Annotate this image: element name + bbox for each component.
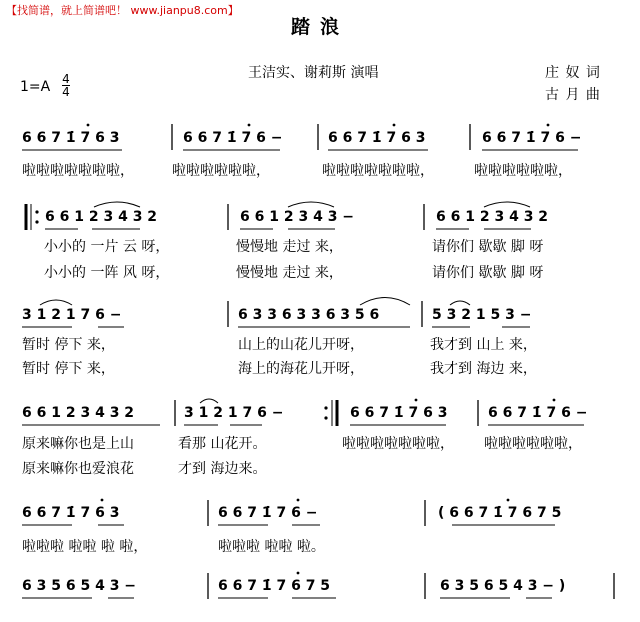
lyric-line: 原来嘛你也爱浪花	[22, 461, 134, 477]
time-signature	[62, 73, 70, 98]
lyric-line: 慢慢地 走过 来，	[236, 239, 343, 255]
measure-notes: 3 1 2 1 7 6 −	[184, 405, 284, 421]
lyric-line: 小小的 一片 云 呀，	[44, 239, 170, 255]
lyric-line: 海上的海花儿开呀，	[238, 361, 364, 377]
lyric-line: 才到 海边来。	[178, 461, 267, 477]
key-signature: 1=A	[20, 79, 51, 95]
measure-notes: 6 6 7 1̇ 7 6 7 5	[218, 578, 331, 594]
lyric-line: 请你们 歇歇 脚 呀	[432, 239, 544, 255]
measure-notes: 6 6 1 2 3 4 3 2	[45, 209, 158, 225]
song-title: 踏浪	[290, 16, 349, 38]
repeat-start-sign	[26, 204, 39, 230]
measure-notes: 6 6 7 1̇ 7 6 3	[22, 130, 120, 146]
site-banner[interactable]: 【找简谱，就上简谱吧！ www.jianpu8.com】	[6, 4, 239, 17]
lyric-line: 小小的 一阵 风 呀，	[44, 265, 170, 281]
lyric-line: 我才到 山上 来，	[430, 337, 537, 353]
measure-notes: 6 6 7 1̇ 7 6 3	[22, 505, 120, 521]
measure-notes: 6 3 3 6 3 3 6 3 5 6	[238, 307, 380, 323]
lyric-line: 啦啦啦啦啦啦啦，	[322, 163, 434, 179]
measure-notes: 3 1 2 1 7 6 −	[22, 307, 122, 323]
lyric-line: 山上的山花儿开呀，	[238, 337, 364, 353]
time-numerator: 4	[62, 72, 70, 86]
lyric-line: 我才到 海边 来，	[430, 361, 537, 377]
lyric-line: 啦啦啦 啦啦 啦。	[218, 539, 325, 555]
measure-notes: 6 6 7 1̇ 7 6 −	[488, 405, 588, 421]
lyric-line: 暂时 停下 来，	[22, 361, 115, 377]
measure-notes: 6 3 5 6 5 4 3 − )	[440, 578, 566, 594]
repeat-end-sign	[324, 400, 337, 426]
lyric-line: 啦啦啦啦啦啦，	[474, 163, 572, 179]
lyric-line: 啦啦啦啦啦啦，	[172, 163, 270, 179]
lyricist-credit: 庄 奴 词	[545, 65, 601, 81]
composer-credit: 古 月 曲	[545, 87, 601, 103]
measure-notes: 6 6 1 2 3 4 3 −	[240, 209, 355, 225]
measure-notes: ( 6 6 7 1̇ 7 6 7 5	[438, 505, 562, 521]
lyric-line: 慢慢地 走过 来，	[236, 265, 343, 281]
lyric-line: 看那 山花开。	[178, 436, 267, 452]
lyric-line: 原来嘛你也是上山	[22, 436, 134, 452]
measure-notes: 6 3 5 6 5 4 3 −	[22, 578, 137, 594]
measure-notes: 6 6 7 1̇ 7 6 −	[218, 505, 318, 521]
lyric-line: 啦啦啦啦啦啦，	[484, 436, 582, 452]
measure-notes: 5 3 2 1 5 3 −	[432, 307, 532, 323]
measure-notes: 6 6 7 1̇ 7 6 −	[183, 130, 283, 146]
measure-notes: 6 6 1 2 3 4 3 2	[436, 209, 549, 225]
lyric-line: 暂时 停下 来，	[22, 337, 115, 353]
lyric-line: 请你们 歇歇 脚 呀	[432, 265, 544, 281]
lyric-line: 啦啦啦 啦啦 啦 啦，	[22, 539, 148, 555]
measure-notes: 6 6 7 1̇ 7 6 3	[328, 130, 426, 146]
singers-credit: 王洁实、谢莉斯 演唱	[248, 65, 379, 81]
time-denominator: 4	[62, 85, 70, 99]
measure-notes: 6 6 1 2 3 4 3 2	[22, 405, 135, 421]
lyric-line: 啦啦啦啦啦啦啦，	[22, 163, 134, 179]
measure-notes: 6 6 7 1̇ 7 6 −	[482, 130, 582, 146]
lyric-line: 啦啦啦啦啦啦啦，	[342, 436, 454, 452]
measure-notes: 6 6 7 1̇ 7 6 3	[350, 405, 448, 421]
